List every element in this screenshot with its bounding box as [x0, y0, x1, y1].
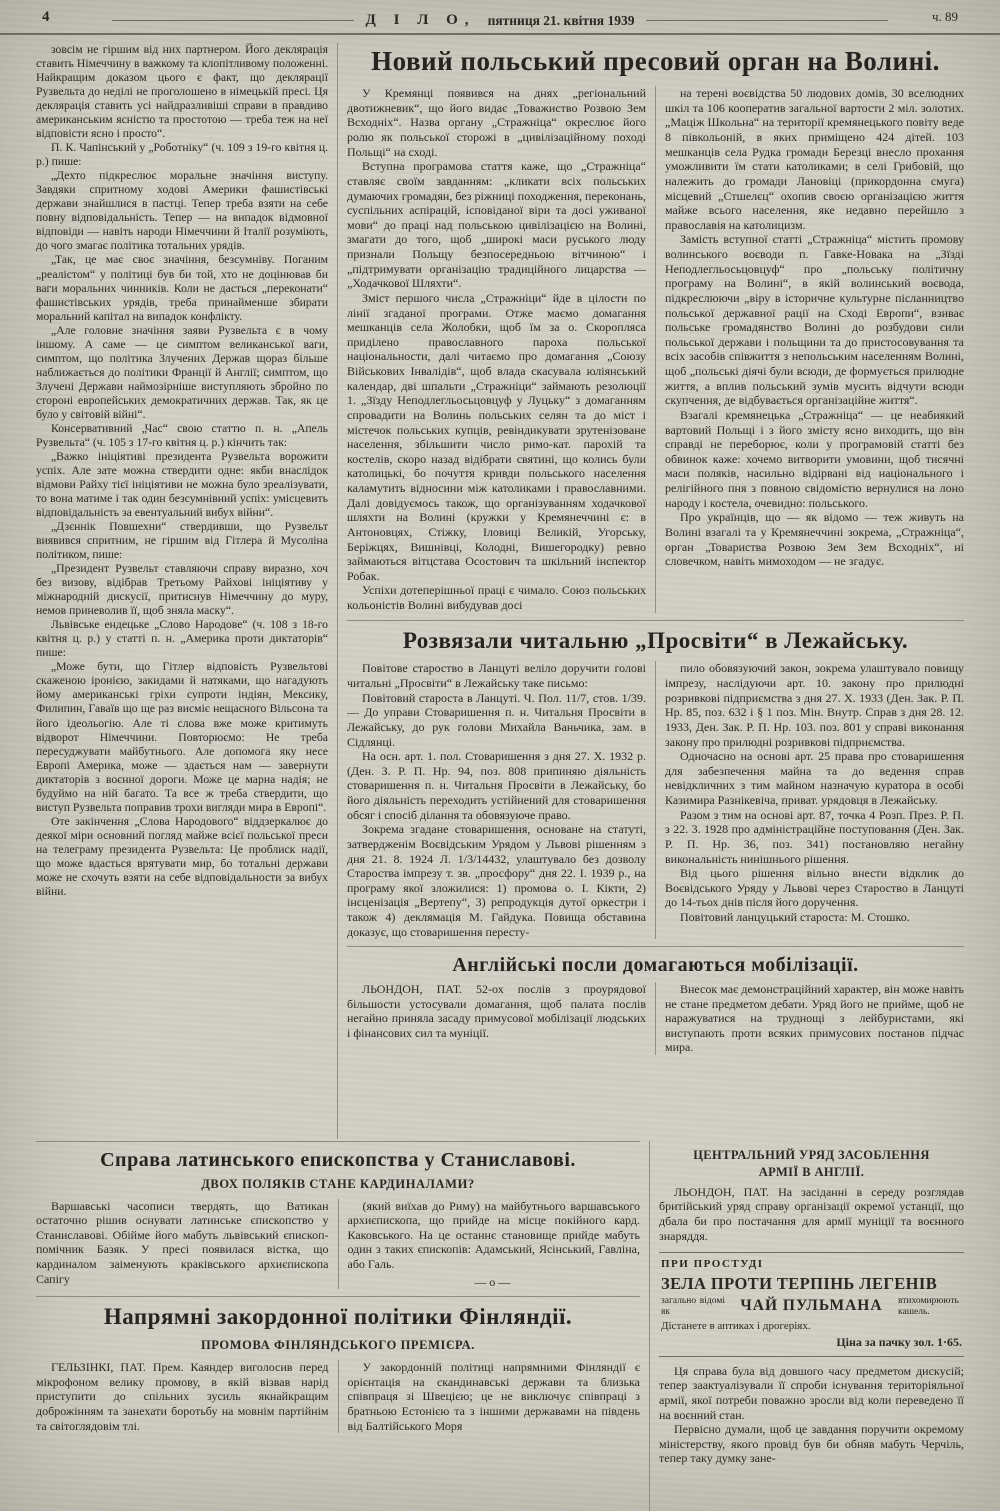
paragraph: ЛЬОНДОН, ПАТ. 52-ох послів з проурядової більшости устосували домагання, щоб палата послів негайно приняла засаду примусової мобілізації людських і фінансових сил та муніції.	[347, 981, 646, 1040]
article-lezhajsk	[347, 620, 964, 947]
paragraph: На осн. арт. 1. пол. Стоваришення з дня 27. X. 1932 р. (Ден. З. Р. П. Нр. 94, поз. 808 припиняю діяльність стоваришення п. н. Читальня Просвіти в Лежайську, бо його діяльність переходить устійнений для стоваришення обсяг і спосіб ділання та обовязуюче право.	[347, 749, 646, 822]
paragraph: Вступна програмова стаття каже, що „Стражніца“ ставляє своїм завданням: „кликати всіх польських думаючих громадян, без ріжниці походження, переконань, суспільних аспірацій, ісповіданої віри та досі уживаної мови“ до праці над польською цивілізацією на Волині, змагати до того, щоб „широкі маси руського люду признали Польщу безпосередньою вітчиною“ і „підтримувати організацію традиційного лицарства — „Ходачкової Шляхти“.	[347, 159, 646, 291]
article-lezhajsk-headline: Розвязали читальню „Просвіти“ в Лежайську.	[402, 627, 909, 653]
paragraph: „Дзєннік Повшехни“ ствердивши, що Рузвельт виявився спритним, не гіршим від Гітлера й Мусоліна політиком, пише:	[36, 520, 328, 562]
page-number: 4	[42, 9, 50, 25]
article-stanislaviv-body	[36, 1199, 640, 1290]
bottom-right-column	[659, 1141, 964, 1511]
column-divider	[337, 43, 338, 1139]
paragraph: Внесок має демонстраційний характер, він може навіть не стане предметом дебати. Уряд його не прийме, щоб не наражуватися на труднощі з лейбуристами, які виступають проти всяких примусових постанов підчас мира.	[665, 981, 964, 1055]
paragraph: Повітовий ланцуцький староста: М. Стошко.	[680, 910, 910, 925]
paragraph: ГЕЛЬЗІНКІ, ПАТ. Прем. Каяндер виголосив перед мікрофоном велику промову, в якій візвав нарід приступити до спільних зусиль якнайкращим доброжінням та занехати боротьбу на мовнім партійнім та світоглядовім тлі.	[36, 1360, 329, 1433]
press-review-column	[36, 43, 328, 1139]
paragraph: Повітове староство в Ланцуті веліло доручити голові читальні „Просвіти“ в Лежайську таке письмо:	[347, 661, 646, 691]
article-mobilization-body	[347, 982, 964, 1055]
paragraph: Ця справа була від довшого часу предметом дискусій; тепер заактуалізували її спроби існування територіяльної армії, якої потреби поважно зросли від коли переведено її на воєнний стан.	[659, 1363, 964, 1422]
article-lezhajsk-body	[347, 661, 964, 939]
column-divider	[655, 661, 656, 939]
article-volyn-col1	[347, 86, 646, 613]
article-finland-body	[36, 1360, 640, 1433]
paragraph: Про українців, що — як відомо — теж живуть на Волині взагалі та у Кремянеччині зокрема, „Стражніца“, орган „Товариства Розвою Зем Зем Всходніх“, ні словечком, навіть мимоходом — не згадує.	[665, 510, 964, 569]
paragraph: „Але головне значіння заяви Рузвельта є в чому іншому. А саме — це симптом великанської ваги, симптом, що політика Злучених Держав щораз більше наближається до політики Франції й Англії; симптом, що Злучені Держави наймозірніше виступляють збройно по стороні европейських демократичних держав. Так, як це було у світовій війні“.	[36, 323, 328, 421]
article-volyn-body	[347, 86, 964, 613]
paragraph: ЛЬОНДОН, ПАТ. На засіданні в середу розглядав бритійський уряд справу організації окремої устанції, що дбала би про постачання для армії муніції та воєнного знаряддя.	[659, 1184, 964, 1243]
ad-headline: ЗЕЛА ПРОТИ ТЕРПІНЬ ЛЕГЕНІВ	[661, 1273, 938, 1293]
article-stanislaviv-col2	[348, 1199, 641, 1290]
masthead	[112, 12, 888, 29]
column-divider	[338, 1199, 339, 1290]
top-section	[0, 35, 1000, 1139]
issue-number: ч. 89	[931, 9, 958, 24]
paragraph: „Так, це має своє значіння, безсумніву. Поганим „реалістом“ у політиці був би той, хто не доцінював би ваги моральних чинників. Коли не дасться „переконати“ фашистівських урядів, треба принайменше збирати моральний капітал на випадок конфлікту.	[36, 253, 328, 323]
article-mobilization-col2	[665, 982, 964, 1055]
paragraph: Варшавські часописи твердять, що Ватикан остаточно рішив оснувати латинське єпископство у Станиславові. Обійме його мабуть львівський єпископ-помічник Базяк. У пресі появилася вістка, що кардиналом заіменують краківського архиєпископа Сапігу	[36, 1198, 329, 1286]
paragraph: Зокрема згадане стоваришення, основане на статуті, затвердженім Воєвідським Урядом у Львові рішенням з дня 21. 8. 1924 Л. 1/3/14432, улаштувало без дозволу Староства імпрезу т. зв. „просфору“ дня 22. І. 1939 р., на програму якої зложилися: 1) промова о. І. Кікти, 2) інсценізація „Вертепу“, 3) репродукція дутої оркестри і також 4) деклямація М. Гайдука. Повища обставина доказує, що стоваришення пересту-	[347, 822, 646, 939]
army-closing-text	[659, 1364, 964, 1466]
paragraph: У закордонній політиці напрямними Фінляндії є орієнтація на скандинавські держави та близька співпраця зі Швецією; це не виключує співпраці з братньою Естонією та з іншими державами на південь від Балтійського Моря	[347, 1360, 640, 1433]
masthead-title: Д І Л О,	[365, 12, 476, 28]
article-finland-headline: Напрямні закордонної політики Фінляндії.	[103, 1304, 573, 1330]
column-divider	[649, 1141, 650, 1511]
army-subsection-text	[659, 1185, 964, 1244]
article-finland-subtitle: ПРОМОВА ФІНЛЯНДСЬКОГО ПРЕМІЄРА.	[200, 1338, 476, 1353]
paragraph: Замість вступної статті „Стражніца“ містить промову волинського воєводи п. Гавке-Новака на „Зїзді Неподлегльосьцовцуф“ про „польську політичну програму на Волині“, в якій волинський воєвода, підкреслюючи „віру в історичне культурне післанництво польської державної рації на Сході Европи“, взиває польське громадянство Волині до розбудови сили польської держави і польщини та до пристосовування та всіх засобів співжиття з непольським населенням Волині, щоб „польські діячі були всюди, де формується прилюдне життя, а вплив польський зумів мусить відчути всюди скупчення, де відбувається організаційне життя“.	[665, 232, 964, 408]
ad-kicker: ПРИ ПРОСТУДІ	[661, 1258, 764, 1271]
paragraph: пило обовязуючий закон, зокрема улаштувало повищу імпрезу, наслідуючи арт. 10. закону про прилюдні розривкові підприємства з дня 27. X. 1933 (Ден. Зак. Р. П. Нр. 85, поз. 632 і § 1 поз. Мін. Внутр. Справ з дня 28. 12. 1933, Ден. Зак. Р. П. Нр. 103. поз. 801 у справі виконання закону про прилюдні розривкові підприємства.	[665, 661, 964, 749]
ad-small-right: втихомирюють кашель.	[898, 1295, 959, 1317]
paragraph: У Кремянці появився на днях „регіональний двотижневик“, що його видає „Товажиство Розвою Зем Всходніх“. Назва органу „Стражніца“ окреслює його ролю як польської сторожі в „цивілізаційному поході Польщі“ на сході.	[347, 86, 646, 159]
main-columns	[347, 43, 964, 1139]
article-finland	[36, 1296, 640, 1440]
paragraph: Зміст першого числа „Стражніци“ йде в цілости по лінії згаданої програми. Отже маємо домагання мешканців села Жолобки, щоб їм за о. Скоропляса приділено православного пароха польської національности, далі читаємо про домагання „Союзу Військових Інвалідів“, щоб влада скасувала юліянський календар, дві шпальти „Стражніци“ займають резолюції 1. „Зїзду Неподлегльосьцовцуф у Луцьку“ з домаганням спровадити на Волинь польських селян та до міст і містечок польських купців, ревіндикувати зрутенізоване населення, збільшити число римо-кат. парохій та костелів, скоро назад відібрати святині, що колись були католицькі, бо почуття кривди польського населення каламутить відносини між католиками і православними. Далі довідуємось також, що організуванням ходачкової шляхти на Волині (кружки у Кремянеччині є: в Антоновцях, Стіжку, Іловиці Великій, Угорську, Беріжцях, Вишнівці, Колодні, Вишегородку) ревно займаються вітцстава Осостович та шкільний інспектор Робак.	[347, 290, 646, 583]
bottom-left-columns	[36, 1141, 640, 1511]
article-finland-col2	[348, 1360, 641, 1433]
paragraph: „Дехто підкреслює моральне значіння виступу. Завдяки спритному ходові Америки фашистівські держави знайшлися в пастці. Тепер треба взяти на себе повну відповідальність. Тепер — на випадок відмовної відповіди — навіть народи Німеччини й Італії розуміють, до чого змагає політика тотальних урядів.	[36, 169, 328, 253]
masthead-date: пятниця 21. квітня 1939	[487, 12, 635, 28]
bottom-section	[0, 1139, 1000, 1511]
paragraph: Повітовий староста в Ланцуті. Ч. Пол. 11/7, стов. 1/39. — До управи Стоваришення п. н. Читальня Просвіти в Лежайську, до рук голови Михайла Ваньчика, зам. в Сідлянці.	[347, 690, 646, 749]
paragraph: „Президент Рузвельт ставляючи справу виразно, хоч без визову, відібрав Третьому Райхові ініціятиву у міжнародній дискусії, притиснув Німеччину до муру, немов приневолив її, щоб зняла маску“.	[36, 562, 328, 618]
paragraph: Львівське ендецьке „Слово Народове“ (ч. 108 з 18-го квітня ц. р.) у статті п. н. „Америка проти диктаторів“ пише:	[36, 618, 328, 660]
article-volyn-headline: Новий польський пресовий орган на Волині.	[371, 46, 940, 76]
paragraph: на терені воєвідства 50 людових домів, 30 вселюдних шкіл та 106 кооператив загальної вартости 2 міл. золотих. „Маціж Школьна“ на території кремянецького повіту веде 8 півкольоній, в яких приміщено 424 дітей. 103 мешканців села Рудка громади Березці внесло прохання уможливити їм стати католиками; в селі Грибовій, що належить до громади Лановіці (прикордонна смуга) місцевий „Стшелєц“ охопив своєю організацією життя майже всього населення, яке недавно перейшло з православія на католицизм.	[665, 86, 964, 232]
paragraph: Від цього рішення вільно внести відклик до Воєвідського Уряду у Львові через Староство в Ланцуті до 14-тьох днів після його доручення.	[665, 866, 964, 910]
paragraph: Одночасно на основі арт. 25 права про стоваришення для забезпечення майна та до ведення справ невідкличних з тим майном назначую куратора в особі Казимира Разнікевіча, приват. урядовця в Лежайську.	[665, 749, 964, 808]
paragraph: Успіхи дотеперішньої праці є чимало. Союз польських кольоністів Волині вибудував досі	[347, 583, 646, 613]
paragraph: Оте закінчення „Слова Народового“ віддзеркалює до деякої міри основний погляд майже всієї польської преси на телеграму президента Рузвельта: Це проблиск надії, що може вдасться врятувати мир, бо тотальні держави може не схочуть взяти на себе відповідальности за вибух війни.	[36, 814, 328, 898]
paragraph: Консервативний „Час“ свою статтю п. н. „Апель Рузвельта“ (ч. 105 з 17-го квітня ц. р.) кінчить так:	[36, 421, 328, 449]
paragraph: (який виїхав до Риму) на майбутнього варшавського архиєпископа, що прийде на місце покійного кард. Каковського. На це останнє становище прийде мабуть один з таких єпископів: Адамський, Ясінський, Гавліна, або Галь.	[347, 1198, 640, 1272]
article-volyn-col2	[665, 86, 964, 613]
paragraph: „Може бути, що Гітлер відповість Рузвельтові скаженою іронією, закидами й натяками, що нагадують йому американські гріхи супроти індіян, Мексику, Филипин, Гаваїв що ще раз висміє нещасного Вільсона та його ідеольогію. Але ті слова вже може критимуть відворот Німеччини. Повторюємо: Не треба пересуджувати майбутнього. Але допомога яку несе Европі Америка, може — здається нам — завернути диктаторів з воєнної дороги. Може це марна надія; не будуймо на ній багато. Та все ж треба ствердити, що виступ Рузвельта поправив трохи вигляди мира в Европі“.	[36, 660, 328, 814]
header-rule-left	[112, 20, 354, 21]
article-volyn	[347, 47, 964, 620]
column-divider	[655, 982, 656, 1055]
article-mobilization	[347, 946, 964, 1062]
ad-small-left: загально відомі як	[661, 1295, 725, 1317]
page-header	[0, 0, 1000, 35]
army-subsection-title: ЦЕНТРАЛЬНИЙ УРЯД ЗАСОБЛЕННЯ АРМІЇ В АНГЛІЇ.	[693, 1148, 930, 1179]
paragraph: Первісно думали, щоб це завдання поручити окремому міністерству, якого провід був би обняв мабуть Черчіль, тепер таку думку зане-	[659, 1422, 964, 1466]
article-stanislaviv-headline: Справа латинського епископства у Станиславові.	[100, 1149, 576, 1171]
column-divider	[655, 86, 656, 613]
article-mobilization-headline: Англійські посли домагаються мобілізації.	[452, 954, 859, 977]
paragraph: Разом з тим на основі арт. 87, точка 4 Розп. През. Р. П. з 22. 3. 1928 про адміністраційне поступовання (Ден. Зак. Р. П. Нр. 36, поз. 341) постановляю негайну викональність нинішнього рішення.	[665, 807, 964, 866]
paragraph: Взагалі кремянецька „Стражніца“ — це неабиякий вартовий Польщі і з його змісту ясно виходить, що він справді не переборює, коли у програмовій статті без обвинок каже: хочемо витворити умовини, щоб тисячні маси поляків, насильно відірвані від національного і релігійного пня з повною свідомістю вернулися на лоно народу і костела, очевидно: польського.	[665, 407, 964, 510]
ad-pulman	[659, 1252, 964, 1356]
article-stanislaviv-subtitle: ДВОХ ПОЛЯКІВ СТАНЕ КАРДИНАЛАМИ?	[201, 1176, 475, 1191]
article-stanislaviv	[36, 1141, 640, 1296]
ad-brand-name: ЧАЙ ПУЛЬМАНА	[740, 1297, 883, 1315]
article-lezhajsk-col1	[347, 661, 646, 939]
column-divider	[338, 1360, 339, 1433]
section-end-mark: —о—	[474, 1274, 514, 1289]
article-lezhajsk-col2	[665, 661, 964, 939]
paragraph: „Важко ініціятиві президента Рузвельта ворожити успіх. Але зате можна ствердити одне: якби внаслідок відмови Райху тієї ініціятиви не можна було зреалізувати, то вона матиме і так один безсумнівний успіх: умісцевить відповідальність за евентуальний вибух війни“.	[36, 449, 328, 520]
article-mobilization-col1	[347, 982, 646, 1055]
paragraph: П. К. Чапінський у „Роботніку“ (ч. 109 з 19-го квітня ц. р.) пише:	[36, 141, 328, 169]
ad-brand-row	[661, 1296, 962, 1318]
ad-price: Ціна за пачку зол. 1·65.	[836, 1335, 962, 1350]
article-stanislaviv-col2-text	[348, 1199, 641, 1272]
ad-availability: Дістанете в аптиках і дрогеріях.	[661, 1319, 811, 1332]
paragraph: зовсім не гіршим від них партнером. Його деклярація ставить Німеччину в важкому та клопітливому положенні. Найкращим доказом цього є факт, що деклярації Рузвельта до неділі не проголошено в німецькій пресі. Ця деклярація ставить усі найдразливіші справи в правдиво американським ясністю та простотою — треба теж на неї відповісти ясно і просто“.	[36, 43, 328, 141]
header-rule-right	[646, 20, 888, 21]
article-stanislaviv-col1	[36, 1199, 329, 1290]
article-finland-col1	[36, 1360, 329, 1433]
